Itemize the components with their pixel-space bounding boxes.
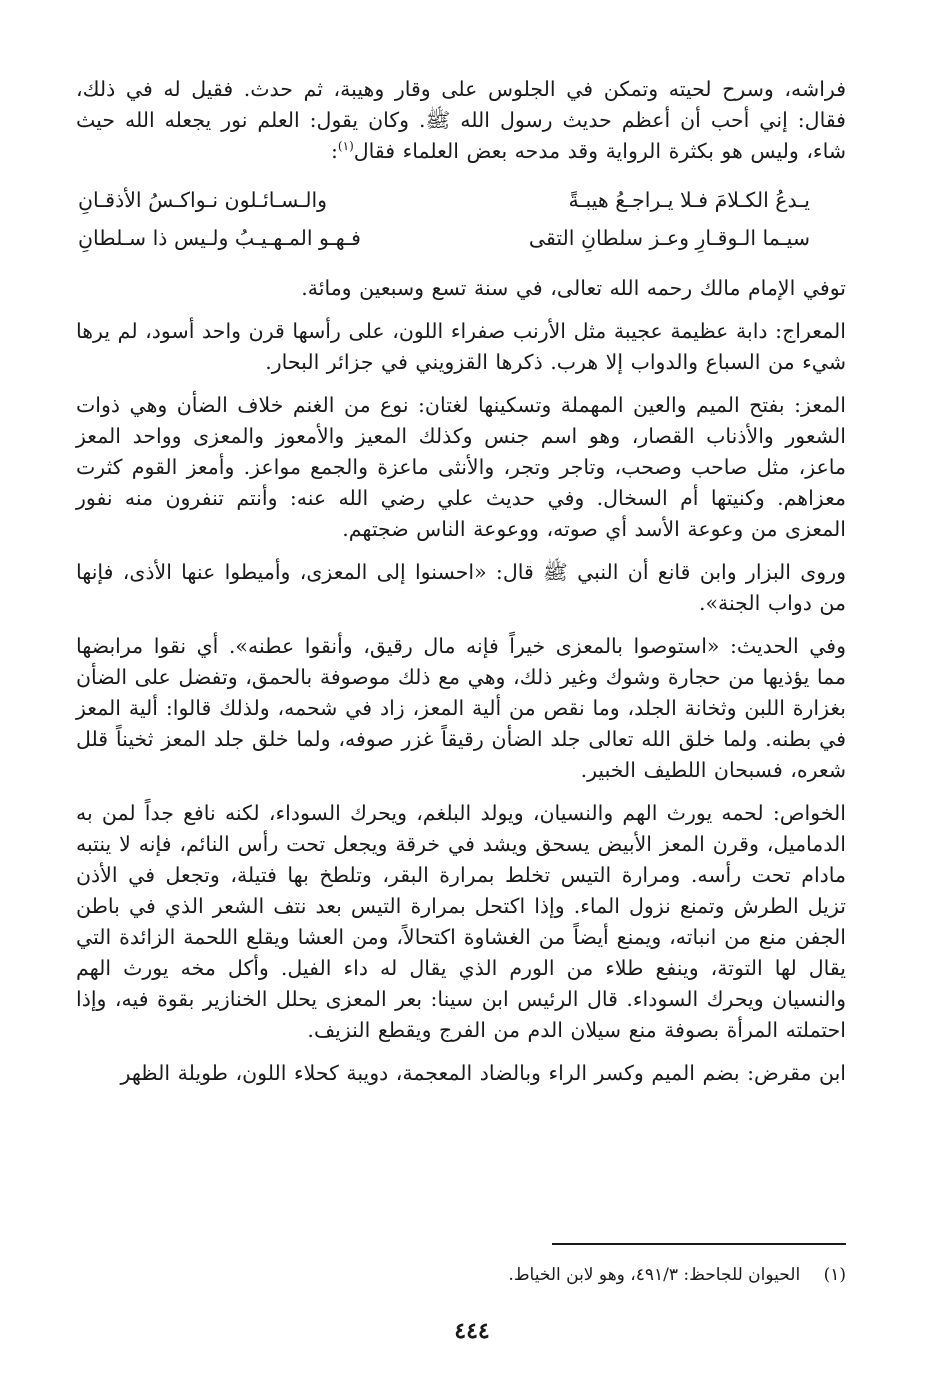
page-number: ٤٤٤ [454, 1318, 490, 1344]
poem-hemistich-second: والـسـائـلون نـواكـسُ الأذقـانِ [78, 188, 328, 212]
poem-hemistich-first: سيـما الـوقـارِ وعـز سلطانِ التقى [528, 226, 810, 250]
footnote [76, 1262, 846, 1288]
paragraph-hadith-bazzar: وروى البزار وابن قانع أن النبي ﷺ قال: «احسنوا إلى المعزى، وأميطوا عنها الأذى، فإنها من دواب الجنة». [76, 560, 846, 615]
poem-hemistich-first: يـدعُ الكـلامَ فـلا يـراجـعُ هيبـةً [568, 188, 810, 212]
paragraph-al-maaz: المعز: بفتح الميم والعين المهملة وتسكينها لغتان: نوع من الغنم خلاف الضأن وهي ذوات الشعور والأذناب القصار، وهو اسم جنس وكذلك المعيز والأمعوز والمعزى وواحد المعز ماعز، مثل صاحب وصحب، وتاجر وتجر، والأنثى ماعزة والجمع مواعز. وأمعز القوم كثرت معزاهم. وكنيتها أم السخال. وفي حديث علي رضي الله عنه: وأنتم تنفرون منه نفور المعزى من وعوعة الأسد أي صوته، ووعوعة الناس ضجتهم. [76, 393, 846, 541]
footnote-divider [552, 1243, 846, 1245]
footnote-reference[interactable]: (١) [337, 139, 354, 154]
paragraph-al-miraj: المعراج: دابة عظيمة عجيبة مثل الأرنب صفراء اللون، على رأسها قرن واحد أسود، لم يرها شيء من السباع والدواب إلا هرب. ذكرها القزويني في جزائر البحار. [76, 319, 846, 374]
poem-hemistich-second: فـهـو المـهـيـبُ ولـيس ذا سـلطانِ [78, 226, 361, 250]
paragraph-khawas: الخواص: لحمه يورث الهم والنسيان، ويولد البلغم، ويحرك السوداء، لكنه نافع جداً لمن به الدماميل، وقرن المعز الأبيض يسحق ويشد في خرقة ويجعل تحت رأس النائم، فإنه لا ينتبه مادام تحت رأسه. ومرارة التيس تخلط بمرارة البقر، وتلطخ بها فتيلة، وتجعل في الأذن تزيل الطرش وتمنع نزول الماء. وإذا اكتحل بمرارة التيس بعد نتف الشعر الذي في باطن الجفن منع من انباته، ويمنع أيضاً من الغشاوة اكتحالاً، ومن العشا ويقلع اللحمة الزائدة التي يقال لها التوتة، وينفع طلاء من الورم الذي يقال له داء الفيل. وأكل مخه يورث الهم والنسيان ويحرك السوداء. قال الرئيس ابن سينا: بعر المعزى يحلل الخنازير بقوة فيه، وإذا احتملته المرأة بصوفة منع سيلان الدم من الفرج ويقطع النزيف. [76, 801, 846, 1042]
paragraph-ibn-miqrad: ابن مقرض: بضم الميم وكسر الراء وبالضاد المعجمة، دويبة كحلاء اللون، طويلة الظهر [120, 1061, 846, 1085]
poem-verse [76, 181, 846, 219]
footnote-number: (١) [823, 1265, 846, 1285]
paragraph-text-end: : [331, 139, 338, 163]
footnote-text: الحيوان للجاحظ: ٤٩١/٣، وهو لابن الخياط. [508, 1265, 801, 1285]
paragraph-malik-death: توفي الإمام مالك رحمه الله تعالى، في سنة تسع وسبعين ومائة. [301, 276, 846, 300]
poem-verse [76, 219, 846, 257]
poem [76, 181, 846, 257]
paragraph-hadith-istawsu: وفي الحديث: «استوصوا بالمعزى خيراً فإنه مال رقيق، وأنقوا عطنه». أي نقوا مرابضها مما يؤذيها من حجارة وشوك وغير ذلك، وهي مع ذلك موصوفة بالحمق، وتفضل على الضأن بغزارة اللبن وثخانة الجلد، وما نقص من ألية المعز، زاد في شحمه، ولذلك قالوا: ألية المعز في بطنه. ولما خلق الله تعالى جلد الضأن رقيقاً غزر صوفه، ولما خلق جلد المعز ثخيناً قلل شعره، فسبحان اللطيف الخبير. [76, 634, 846, 782]
paragraph-text: فراشه، وسرح لحيته وتمكن في الجلوس على وقار وهيبة، ثم حدث. فقيل له في ذلك، فقال: إني أحب أن أعظم حديث رسول الله ﷺ. وكان يقول: العلم نور يجعله الله حيث شاء، وليس هو بكثرة الرواية وقد مدحه بعض العلماء فقال [76, 77, 846, 163]
paragraph-malik-biography [76, 74, 846, 167]
